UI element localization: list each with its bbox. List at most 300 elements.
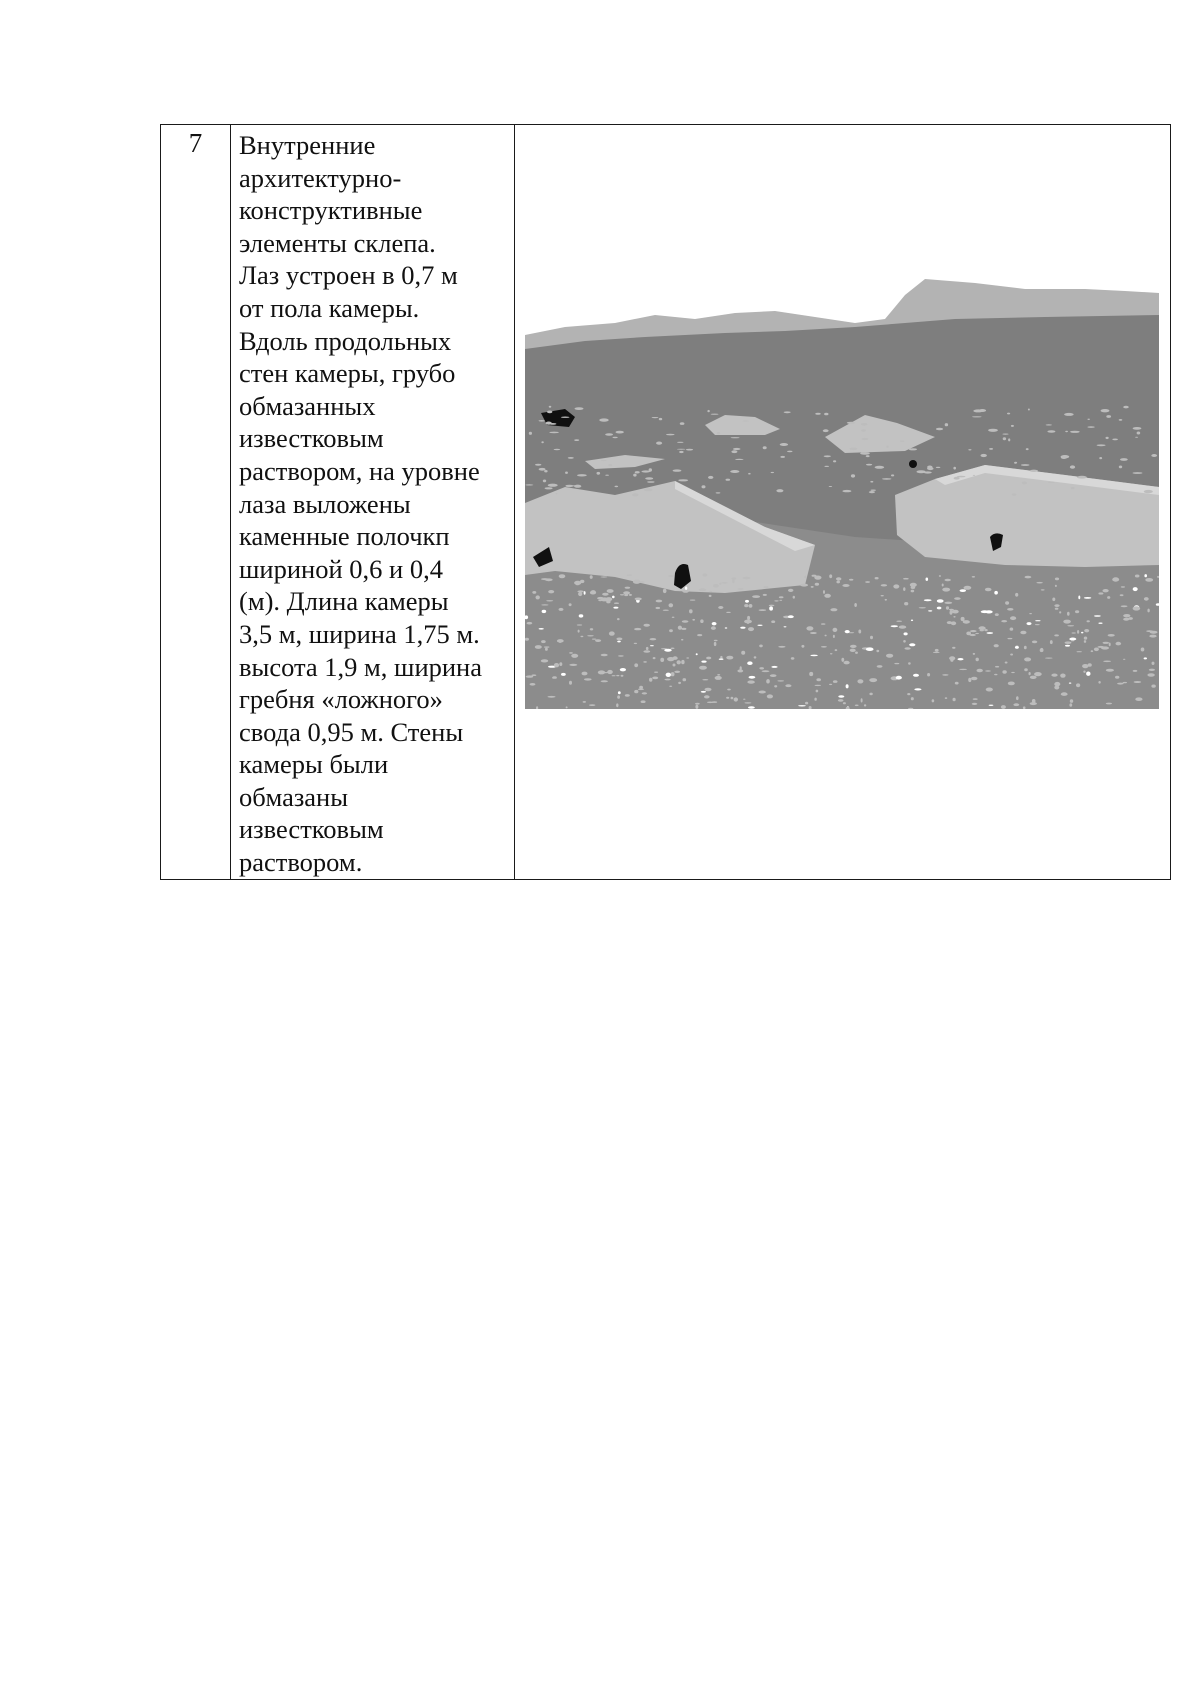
ground-speckle	[744, 620, 752, 624]
ground-speckle	[928, 610, 932, 611]
ground-speckle	[559, 662, 562, 666]
ground-speckle	[810, 632, 817, 634]
slope-speckle	[717, 432, 720, 434]
ground-speckle	[1134, 681, 1142, 683]
slope-speckle	[780, 443, 788, 446]
ground-speckle	[1084, 640, 1086, 643]
ground-speckle	[1091, 650, 1094, 652]
ground-speckle	[1151, 685, 1155, 688]
slope-speckle	[1070, 431, 1080, 433]
ground-speckle	[865, 581, 870, 583]
ground-speckle	[569, 603, 572, 606]
ground-speckle	[881, 584, 887, 586]
ground-speckle	[1054, 682, 1060, 686]
slope-speckle	[866, 455, 870, 457]
ground-speckle	[718, 606, 723, 609]
slope-speckle	[554, 449, 561, 450]
ground-speckle	[1069, 638, 1076, 641]
slope-speckle	[1014, 462, 1017, 464]
ground-speckle	[681, 660, 684, 664]
ground-speckle	[656, 600, 663, 603]
ground-speckle	[635, 598, 642, 601]
ground-speckle	[1103, 661, 1111, 663]
ground-speckle	[749, 676, 756, 679]
slope-speckle	[573, 485, 577, 486]
ground-speckle	[705, 688, 712, 691]
ground-speckle	[1045, 658, 1053, 659]
ground-speckle	[970, 630, 977, 632]
ground-speckle	[598, 670, 605, 674]
slope-speckle	[1087, 419, 1090, 420]
slope-speckle	[1048, 482, 1055, 483]
ground-speckle	[885, 599, 887, 601]
slope-speckle	[1133, 427, 1142, 430]
ground-speckle	[1061, 692, 1068, 696]
ground-speckle	[569, 681, 572, 685]
slope-speckle	[673, 469, 682, 471]
slope-speckle	[1012, 493, 1017, 495]
ground-speckle	[816, 690, 819, 693]
ground-speckle	[731, 697, 734, 700]
ground-speckle	[664, 649, 671, 652]
ground-speckle	[623, 591, 630, 594]
slope-speckle	[1151, 454, 1157, 457]
ground-speckle	[778, 646, 785, 648]
ground-speckle	[903, 578, 909, 580]
slope-speckle	[1135, 437, 1138, 438]
ground-speckle	[950, 659, 953, 662]
ground-speckle	[541, 659, 548, 662]
ground-speckle	[700, 619, 703, 623]
ground-speckle	[671, 648, 675, 650]
ground-speckle	[703, 573, 708, 577]
ground-speckle	[569, 664, 577, 666]
ground-speckle	[1112, 577, 1119, 581]
ground-speckle	[811, 586, 814, 588]
ground-speckle	[843, 702, 846, 704]
ground-speckle	[849, 579, 853, 581]
table-row	[161, 125, 1171, 880]
slope-speckle	[556, 493, 558, 494]
ground-speckle	[779, 600, 782, 601]
ground-speckle	[875, 577, 879, 579]
ground-speckle	[757, 625, 762, 626]
ground-speckle	[1063, 620, 1071, 624]
slope-speckle	[601, 460, 606, 461]
ground-speckle	[830, 608, 837, 611]
ground-speckle	[850, 645, 857, 648]
slope-speckle	[957, 476, 966, 478]
ground-speckle	[1106, 703, 1112, 705]
ground-speckle	[595, 639, 601, 642]
slope-speckle	[1120, 458, 1128, 461]
slope-speckle	[615, 486, 619, 488]
ground-speckle	[833, 680, 838, 683]
ground-speckle	[924, 599, 932, 601]
ground-speckle	[793, 596, 795, 599]
ground-speckle	[699, 588, 707, 591]
ground-speckle	[741, 651, 745, 655]
description-text: Внутренние архитектурно- конструктивные элементы склепа. Лаз устроен в 0,7 м от пола камеры. Вдоль продольных стен камеры, грубо обмазанных известковым раствором, на уровне лаза выложены каменные полочкп шириной 0,6 и 0,4 (м). Длина камеры 3,5 м, ширина 1,75 м. высота 1,9 м, ширина гребня «ложного» свода 0,95 м. Стены камеры были обмазаны известковым раствором.	[239, 130, 483, 878]
ground-speckle	[689, 609, 693, 613]
ground-speckle	[850, 649, 856, 652]
slope-speckle	[541, 441, 543, 443]
slope-speckle	[605, 433, 613, 436]
ground-speckle	[869, 678, 877, 682]
ground-speckle	[1147, 673, 1154, 676]
ground-speckle	[719, 659, 724, 660]
slope-speckle	[548, 484, 558, 487]
ground-speckle	[937, 607, 942, 610]
ground-speckle	[634, 643, 637, 644]
ground-speckle	[1011, 672, 1015, 673]
slope-speckle	[776, 489, 783, 492]
ground-speckle	[612, 675, 616, 676]
ground-speckle	[652, 677, 658, 680]
ground-speckle	[686, 657, 689, 658]
ground-speckle	[909, 643, 915, 646]
slope-speckle	[742, 420, 749, 421]
ground-speckle	[785, 684, 791, 687]
ground-speckle	[980, 629, 984, 631]
ground-speckle	[548, 590, 554, 593]
ground-speckle	[945, 697, 948, 699]
ground-speckle	[824, 594, 831, 598]
ground-speckle	[1065, 645, 1070, 647]
ground-speckle	[1106, 669, 1114, 672]
ground-speckle	[809, 672, 813, 676]
ground-speckle	[830, 653, 833, 654]
ground-speckle	[1123, 614, 1130, 617]
slope-speckle	[870, 481, 873, 483]
ground-speckle	[587, 635, 594, 636]
ground-speckle	[959, 669, 967, 670]
slope-speckle	[1106, 437, 1109, 439]
ground-speckle	[913, 674, 919, 677]
ground-speckle	[1060, 674, 1065, 678]
ground-speckle	[1103, 642, 1110, 644]
slope-speckle	[1097, 444, 1106, 446]
ground-speckle	[1082, 664, 1088, 668]
ground-speckle	[954, 597, 960, 600]
ground-speckle	[953, 698, 956, 702]
ground-speckle	[626, 574, 632, 575]
ground-speckle	[1149, 635, 1156, 638]
ground-speckle	[732, 579, 734, 583]
slope-speckle	[539, 468, 546, 471]
ground-speckle	[1054, 604, 1059, 607]
slope-speckle	[824, 466, 829, 467]
crypt-photo-image	[525, 275, 1159, 709]
ground-speckle	[614, 602, 619, 604]
ground-speckle	[1001, 620, 1007, 622]
ground-speckle	[618, 655, 624, 656]
ground-speckle	[601, 576, 608, 577]
ground-speckle	[678, 682, 681, 684]
ground-speckle	[677, 660, 681, 664]
slope-speckle	[972, 416, 982, 417]
crypt-photo	[525, 275, 1159, 709]
ground-speckle	[972, 576, 975, 578]
ground-speckle	[798, 705, 806, 706]
slope-speckle	[1003, 437, 1006, 440]
ground-speckle	[616, 638, 622, 641]
ground-speckle	[835, 649, 838, 651]
ground-speckle	[559, 574, 566, 578]
ground-speckle	[763, 586, 768, 588]
ground-speckle	[542, 610, 547, 613]
slope-speckle	[829, 486, 832, 487]
slope-speckle	[787, 451, 792, 453]
slope-speckle	[608, 464, 612, 466]
ground-speckle	[601, 654, 608, 656]
ground-speckle	[926, 578, 929, 581]
slope-speckle	[860, 452, 870, 455]
ground-speckle	[838, 695, 844, 698]
ground-speckle	[673, 664, 676, 667]
slope-speckle	[613, 437, 618, 438]
ground-speckle	[1117, 683, 1124, 685]
ground-speckle	[616, 675, 619, 676]
ground-speckle	[681, 639, 683, 641]
slope-speckle	[544, 470, 547, 472]
ground-speckle	[643, 661, 647, 663]
slope-speckle	[702, 485, 706, 488]
ground-speckle	[866, 647, 874, 651]
ground-speckle	[838, 699, 844, 702]
ground-speckle	[774, 685, 777, 687]
ground-speckle	[532, 591, 536, 594]
ground-speckle	[1144, 597, 1149, 601]
ground-speckle	[1133, 670, 1138, 672]
ground-speckle	[815, 685, 822, 686]
ground-speckle	[1108, 634, 1115, 637]
ground-speckle	[972, 703, 978, 705]
slope-speckle	[869, 491, 875, 493]
slope-speckle	[1046, 424, 1052, 425]
ground-speckle	[646, 647, 649, 650]
slope-speckle	[549, 406, 552, 408]
ground-speckle	[678, 626, 682, 630]
ground-speckle	[815, 583, 819, 586]
ground-speckle	[846, 684, 849, 688]
ground-speckle	[663, 610, 669, 611]
ground-speckle	[642, 692, 647, 694]
slope-speckle	[1144, 490, 1153, 493]
ground-speckle	[1041, 648, 1044, 651]
slope-speckle	[851, 474, 855, 477]
ground-speckle	[669, 603, 674, 607]
ground-speckle	[1025, 576, 1032, 579]
ground-speckle	[1036, 582, 1042, 584]
slope-speckle	[979, 409, 986, 412]
ground-speckle	[709, 595, 712, 597]
slope-speckle	[545, 487, 553, 489]
slope-speckle	[784, 411, 791, 413]
ground-speckle	[1083, 671, 1085, 673]
slope-speckle	[546, 422, 552, 425]
ground-speckle	[592, 639, 596, 640]
ground-speckle	[638, 689, 644, 691]
ground-speckle	[1120, 594, 1124, 596]
ground-speckle	[1144, 574, 1147, 577]
slope-speckle	[678, 479, 688, 481]
ground-speckle	[932, 699, 935, 702]
slope-speckle	[730, 470, 739, 473]
ground-speckle	[804, 576, 806, 579]
ground-speckle	[559, 642, 562, 643]
ground-speckle	[1133, 606, 1141, 610]
ground-speckle	[527, 622, 533, 625]
ground-speckle	[685, 587, 687, 591]
slope-speckle	[1101, 409, 1110, 412]
ground-speckle	[1121, 605, 1128, 607]
slope-speckle	[716, 492, 721, 493]
ground-speckle	[1029, 613, 1032, 614]
ground-speckle	[973, 698, 978, 700]
ground-speckle	[1141, 648, 1145, 652]
ground-speckle	[1070, 699, 1073, 703]
ground-speckle	[766, 679, 770, 683]
ground-speckle	[553, 676, 557, 677]
slope-speckle	[1123, 406, 1128, 409]
ground-speckle	[748, 627, 754, 631]
ground-speckle	[810, 655, 818, 657]
ground-speckle	[1052, 598, 1055, 602]
ground-speckle	[896, 621, 902, 622]
slope-speckle	[539, 420, 545, 422]
slope-speckle	[1007, 413, 1010, 415]
slope-speckle	[577, 474, 587, 476]
ground-speckle	[899, 625, 906, 628]
ground-speckle	[842, 584, 849, 587]
ground-speckle	[801, 645, 804, 648]
ground-speckle	[1116, 642, 1122, 646]
ground-speckle	[903, 587, 905, 591]
ground-speckle	[1094, 648, 1099, 652]
slope-speckle	[649, 468, 652, 471]
ground-speckle	[634, 690, 638, 693]
ground-speckle	[669, 629, 673, 632]
ground-speckle	[1075, 610, 1079, 613]
slope-speckle	[574, 439, 579, 441]
slope-speckle	[1030, 470, 1038, 472]
ground-speckle	[1076, 683, 1080, 687]
ground-speckle	[971, 677, 977, 680]
slope-speckle	[1064, 413, 1074, 416]
ground-speckle	[709, 591, 712, 593]
ground-speckle	[1051, 674, 1057, 677]
ground-speckle	[743, 577, 751, 580]
ground-speckle	[617, 695, 620, 698]
ground-speckle	[539, 628, 544, 630]
ground-speckle	[1081, 632, 1083, 634]
slope-speckle	[871, 490, 876, 491]
ground-speckle	[624, 594, 628, 596]
ground-speckle	[1065, 641, 1072, 644]
ground-speckle	[945, 579, 951, 581]
ground-speckle	[919, 607, 926, 608]
ground-speckle	[1010, 628, 1014, 631]
slope-speckle	[850, 448, 858, 451]
slope-speckle	[656, 442, 662, 445]
ground-speckle	[1067, 612, 1070, 616]
ground-speckle	[554, 663, 559, 667]
ground-speckle	[715, 676, 722, 680]
ground-speckle	[747, 661, 752, 665]
ground-speckle	[1084, 637, 1087, 640]
ground-speckle	[877, 665, 883, 668]
slope-speckle	[686, 449, 693, 451]
slope-speckle	[989, 448, 993, 450]
ground-speckle	[1077, 651, 1082, 652]
ground-speckle	[1133, 587, 1138, 591]
slope-speckle	[886, 446, 888, 448]
ground-speckle	[1098, 623, 1102, 624]
slope-speckle	[731, 450, 737, 453]
ground-speckle	[1147, 609, 1149, 613]
slope-speckle	[927, 466, 932, 469]
ground-speckle	[617, 618, 620, 620]
ground-speckle	[845, 630, 850, 633]
ground-speckle	[682, 620, 689, 623]
ground-speckle	[844, 661, 850, 665]
ground-speckle	[559, 608, 564, 611]
slope-speckle	[1061, 455, 1070, 458]
ground-speckle	[953, 616, 955, 618]
ground-speckle	[946, 606, 949, 609]
ground-speckle	[737, 669, 743, 672]
slope-speckle	[866, 464, 872, 466]
ground-speckle	[869, 693, 872, 696]
ground-speckle	[717, 674, 720, 676]
ground-speckle	[770, 674, 777, 677]
slope-speckle	[647, 481, 655, 483]
ground-speckle	[984, 629, 987, 631]
slope-speckle	[748, 473, 751, 475]
ground-speckle	[577, 624, 582, 625]
ground-speckle	[754, 656, 757, 658]
ground-speckle	[601, 680, 608, 682]
ground-speckle	[1121, 586, 1125, 587]
ground-speckle	[854, 603, 857, 607]
slope-speckle	[833, 460, 836, 462]
ground-speckle	[749, 604, 753, 608]
ground-speckle	[763, 594, 767, 596]
slope-speckle	[1026, 448, 1029, 450]
ground-speckle	[1013, 703, 1019, 706]
ground-speckle	[1103, 589, 1109, 592]
slope-speckle	[616, 431, 624, 434]
ground-speckle	[526, 675, 534, 677]
ground-speckle	[896, 676, 902, 680]
ground-speckle	[620, 668, 626, 671]
ground-speckle	[566, 706, 568, 708]
ground-speckle	[1055, 578, 1059, 581]
ground-speckle	[769, 606, 773, 610]
ground-speckle	[617, 641, 621, 643]
ground-speckle	[870, 636, 873, 639]
ground-speckle	[744, 604, 748, 607]
slope-speckle	[632, 493, 639, 496]
ground-speckle	[1123, 659, 1125, 660]
slope-speckle	[543, 480, 546, 483]
ground-speckle	[584, 591, 586, 595]
slope-speckle	[599, 418, 608, 421]
slope-speckle	[1022, 481, 1027, 484]
ground-speckle	[641, 700, 646, 703]
ground-speckle	[697, 634, 702, 636]
